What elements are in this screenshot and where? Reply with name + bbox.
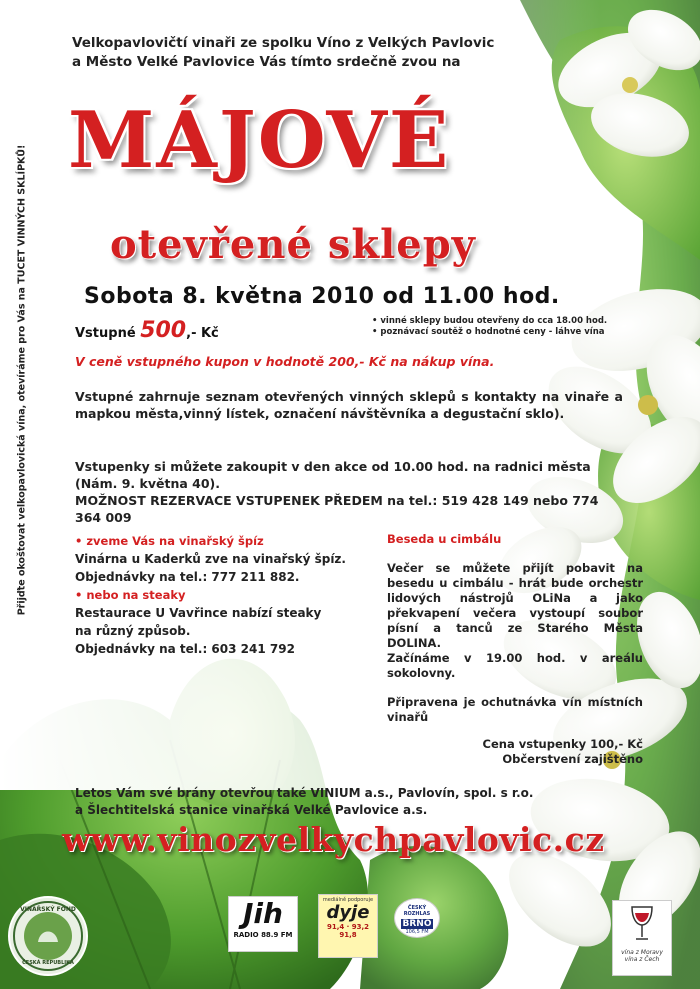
wine-logo-line-2: vína z Čech [624,956,660,963]
fee-includes-text: Vstupné zahrnuje seznam otevřených vinných sklepů s kontakty na vinaře a mapkou města,vinný lístek, označení návštěvníka a degustační sklo). [75,389,623,421]
vertical-invite-text: Přijďte okoštovat velkopavlovická vína, otevíráme pro Vás na TUCET VINNÝCH SKLÍPKŮ! [16,144,28,616]
tickets-info [75,458,623,526]
subtitle: otevřené sklepy [110,221,476,268]
rozhlas-name: ČESKÝ ROZHLAS [403,905,431,917]
tickets-reservation: MOŽNOST REZERVACE VSTUPENEK PŘEDEM na tel.: 519 428 149 nebo 774 364 009 [75,493,599,525]
fee-suffix: ,- Kč [186,326,219,341]
skewer-text: Vinárna u Kaderků zve na vinařský špíz. [75,552,346,566]
main-title: MÁJOVÉ [68,95,451,186]
dyje-frequency-2: 91,8 [339,931,357,939]
fee-label: Vstupné [75,326,136,341]
skewer-phone: Objednávky na tel.: 777 211 882. [75,570,300,584]
partners-line-1: Letos Vám své brány otevřou také VINIUM a.s., Pavlovín, spol. s r.o. [75,786,534,800]
partners-text [75,785,635,819]
fond-bottom-text: ČESKÁ REPUBLIKA [22,960,74,966]
partners-line-2: a Šlechtitelská stanice vinařská Velké Pavlovice a.s. [75,803,428,817]
intro-line-1: Velkopavlovičtí vinaři ze spolku Víno z Velkých Pavlovic [72,35,495,51]
tasting-text: Připravena je ochutnávka vín místních vinařů [387,695,643,724]
entry-fee [75,318,219,347]
skewer-heading: • zveme Vás na vinařský špíz [75,534,264,548]
cimbalom-heading: Beseda u cimbálu [387,532,502,546]
vinarsky-fond-logo [8,896,88,976]
steak-phone: Objednávky na tel.: 603 241 792 [75,642,295,656]
coupon-text: V ceně vstupného kupon v hodnotě 200,- Kč na nákup vína. [75,354,495,369]
wine-glass-icon [627,905,657,945]
radio-dyje-logo [318,894,378,958]
cimbalom-evening [387,532,643,767]
fond-top-text: VINAŘSKÝ FOND [20,906,76,913]
radio-jih-logo [228,896,298,952]
dyje-support-text: mediálně podporuje [322,897,374,903]
event-date: Sobota 8. května 2010 od 11.00 hod. [84,284,560,309]
refreshments-text: Občerstvení zajištěno [502,752,643,766]
cimbalom-price: Cena vstupenky 100,- Kč [482,737,643,751]
intro-text [72,34,592,72]
cimbalom-start: Začínáme v 19.00 hod. v areálu sokolovny. [387,651,643,680]
wine-logo-line-1: vína z Moravy [621,949,663,956]
note-item: • vinné sklepy budou otevřeny do cca 18.00 hod. [372,316,608,326]
tickets-purchase: Vstupenky si můžete zakoupit v den akce od 10.00 hod. na radnici města (Nám. 9. května 40). [75,459,591,491]
rozhlas-frequency: 106,5 FM [405,929,429,935]
note-item: • poznávací soutěž o hodnotné ceny - láhve vína [372,327,605,337]
rozhlas-city: BRNO [402,919,432,929]
cesky-rozhlas-brno-logo [394,898,440,938]
food-offers [75,532,375,658]
intro-line-2: a Město Velké Pavlovice Vás tímto srdečně zvou na [72,54,461,70]
steak-text: Restaurace U Vavřince nabízí steaky [75,606,322,620]
event-notes [372,316,607,338]
fee-price: 500 [140,318,187,343]
website-link[interactable]: www.vinozvelkychpavlovic.cz [62,820,605,859]
vertical-side-text [10,100,34,660]
wine-of-moravia-logo [612,900,672,976]
steak-heading: • nebo na steaky [75,588,186,602]
jih-wordmark: Jih [243,897,283,930]
jih-frequency: RADIO 88.9 FM [233,931,293,939]
dyje-frequency: 91,4 · 93,2 [326,923,370,931]
steak-text-2: na různý způsob. [75,624,191,638]
cimbalom-description: Večer se můžete přijít pobavit na besedu u cimbálu - hrát bude orchestr lidových nástrojů OLiNa a jako překvapení večera vystoupí soubor písní a tanců ze Starého Města DOLINA. [387,561,643,650]
dyje-wordmark: dyje [326,902,370,923]
